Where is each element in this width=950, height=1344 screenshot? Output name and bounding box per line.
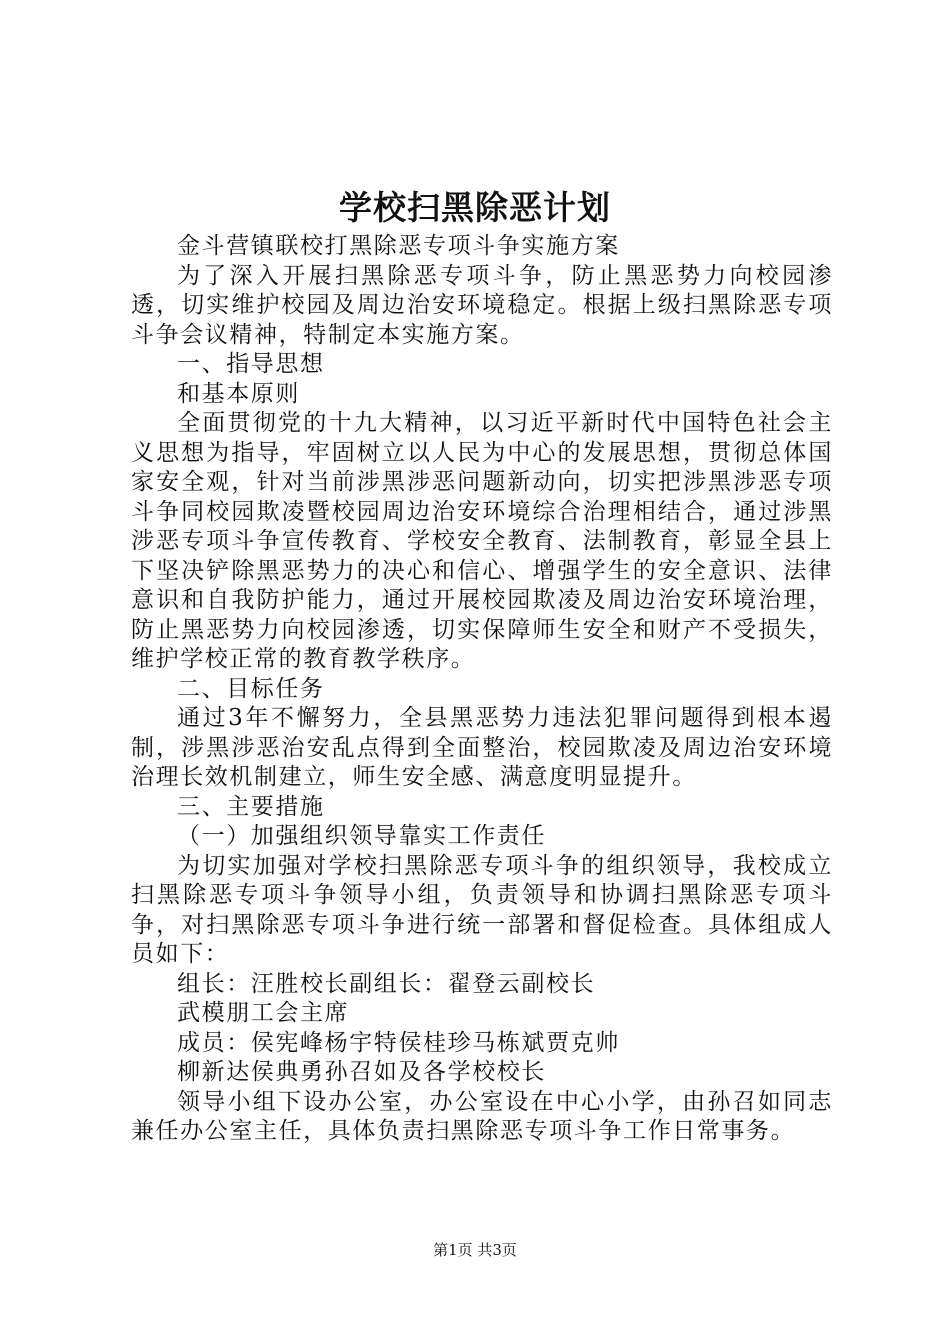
line-leader: 组长：汪胜校长副组长：翟登云副校长 — [177, 970, 596, 997]
line-members-cont: 柳新达侯典勇孙召如及各学校校长 — [177, 1059, 546, 1085]
paragraph-intro: 为了深入开展扫黑除恶专项斗争，防止黑恶势力向校园渗透，切实维护校园及周边治安环境稳定。根据上级扫黑除恶专项斗争会议精神，特制定本实施方案。 — [131, 262, 833, 348]
heading-main-measures: 三、主要措施 — [177, 793, 325, 820]
paragraph-office: 领导小组下设办公室，办公室设在中心小学，由孙召如同志兼任办公室主任，具体负责扫黑除恶专项斗争工作日常事务。 — [131, 1088, 833, 1144]
heading-guiding-ideology: 一、指导思想 — [177, 351, 325, 377]
heading-goals: 二、目标任务 — [177, 675, 325, 702]
line-union-chair: 武模朋工会主席 — [177, 1000, 350, 1026]
subheading-organization: （一）加强组织领导靠实工作责任 — [177, 823, 546, 849]
document-title: 学校扫黑除恶计划 — [339, 188, 611, 227]
paragraph-organization-text: 为切实加强对学校扫黑除恶专项斗争的组织领导，我校成立扫黑除恶专项斗争领导小组，负责领导和协调扫黑除恶专项斗争，对扫黑除恶专项斗争进行统一部署和督促检查。具体组成人员如下： — [131, 852, 833, 967]
line-members: 成员：侯宪峰杨宇特侯桂珍马栋斌贾克帅 — [177, 1029, 620, 1056]
heading-basic-principles: 和基本原则 — [177, 380, 300, 407]
paragraph-guiding-text: 全面贯彻党的十九大精神，以习近平新时代中国特色社会主义思想为指导，牢固树立以人民为中心的发展思想，贯彻总体国家安全观，针对当前涉黑涉恶问题新动向，切实把涉黑涉恶专项斗争同校园欺凌暨校园周边治安环境综合治理相结合，通过涉黑涉恶专项斗争宣传教育、学校安全教育、法制教育，彰显全县上下坚决铲除黑恶势力的决心和信心、增强学生的安全意识、法律意识和自我防护能力，通过开展校园欺凌及周边治安环境治理，防止黑恶势力向校园渗透，切实保障师生安全和财产不受损失，维护学校正常的教育教学秩序。 — [131, 410, 833, 672]
document-body — [131, 232, 833, 1147]
page-number-footer: 第1页 共3页 — [433, 1241, 517, 1259]
paragraph-goals-text: 通过3年不懈努力，全县黑恶势力违法犯罪问题得到根本遏制，涉黑涉恶治安乱点得到全面整治，校园欺凌及周边治安环境治理长效机制建立，师生安全感、满意度明显提升。 — [131, 705, 833, 790]
paragraph-subtitle: 金斗营镇联校打黑除恶专项斗争实施方案 — [177, 233, 620, 259]
